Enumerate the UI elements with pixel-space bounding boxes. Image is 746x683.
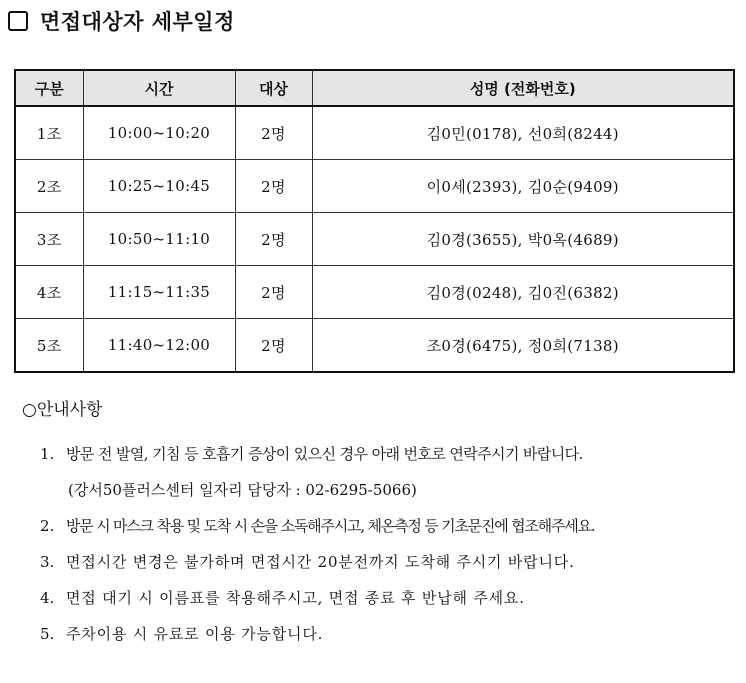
list-item xyxy=(22,544,746,580)
title-row xyxy=(8,6,235,36)
table-header-row xyxy=(15,70,734,106)
cell-names: 김0민(0178), 선0희(8244) xyxy=(312,106,734,160)
header-count: 대상 xyxy=(235,70,312,106)
list-item xyxy=(22,508,746,544)
cell-time: 10:50~11:10 xyxy=(83,213,235,266)
page-title: 면접대상자 세부일정 xyxy=(40,10,235,34)
cell-time: 11:15~11:35 xyxy=(83,266,235,319)
list-item xyxy=(22,580,746,616)
cell-time: 10:00~10:20 xyxy=(83,106,235,160)
cell-count: 2명 xyxy=(235,319,312,373)
item-text: 면접 대기 시 이름표를 착용해주시고, 면접 종료 후 반납해 주세요. xyxy=(66,589,525,607)
item-text: (강서50플러스센터 일자리 담당자 : 02-6295-5066) xyxy=(68,481,417,499)
list-item-contact xyxy=(22,472,746,508)
item-number: 1. xyxy=(40,445,55,463)
list-item xyxy=(22,616,746,652)
header-names: 성명 (전화번호) xyxy=(312,70,734,106)
item-text: 주차이용 시 유료로 이용 가능합니다. xyxy=(66,625,324,643)
table-row xyxy=(15,213,734,266)
item-number: 4. xyxy=(40,589,55,607)
cell-names: 김0경(0248), 김0진(6382) xyxy=(312,266,734,319)
cell-group: 5조 xyxy=(15,319,83,373)
cell-group: 2조 xyxy=(15,160,83,213)
cell-group: 3조 xyxy=(15,213,83,266)
cell-names: 이0세(2393), 김0순(9409) xyxy=(312,160,734,213)
schedule-table xyxy=(14,69,735,373)
header-time: 시간 xyxy=(83,70,235,106)
cell-time: 10:25~10:45 xyxy=(83,160,235,213)
cell-count: 2명 xyxy=(235,266,312,319)
checkbox-icon xyxy=(8,11,28,31)
table-row xyxy=(15,319,734,373)
table-row xyxy=(15,160,734,213)
table-row xyxy=(15,106,734,160)
item-text: 방문 전 발열, 기침 등 호흡기 증상이 있으신 경우 아래 번호로 연락주시기 바랍니다. xyxy=(66,445,583,463)
cell-time: 11:40~12:00 xyxy=(83,319,235,373)
cell-count: 2명 xyxy=(235,106,312,160)
item-number: 2. xyxy=(40,517,55,535)
cell-names: 조0경(6475), 정0희(7138) xyxy=(312,319,734,373)
header-group: 구분 xyxy=(15,70,83,106)
cell-count: 2명 xyxy=(235,213,312,266)
item-number: 5. xyxy=(40,625,55,643)
cell-group: 4조 xyxy=(15,266,83,319)
notice-heading: ○안내사항 xyxy=(22,400,103,420)
notice-list xyxy=(22,436,746,652)
cell-count: 2명 xyxy=(235,160,312,213)
notice-section xyxy=(22,398,746,652)
cell-group: 1조 xyxy=(15,106,83,160)
item-text: 면접시간 변경은 불가하며 면접시간 20분전까지 도착해 주시기 바랍니다. xyxy=(66,553,575,571)
table-row xyxy=(15,266,734,319)
list-item xyxy=(22,436,746,472)
item-text: 방문 시 마스크 착용 및 도착 시 손을 소독해주시고, 체온측정 등 기초문진에 협조해주세요. xyxy=(66,517,595,535)
item-number: 3. xyxy=(40,553,55,571)
cell-names: 김0경(3655), 박0옥(4689) xyxy=(312,213,734,266)
